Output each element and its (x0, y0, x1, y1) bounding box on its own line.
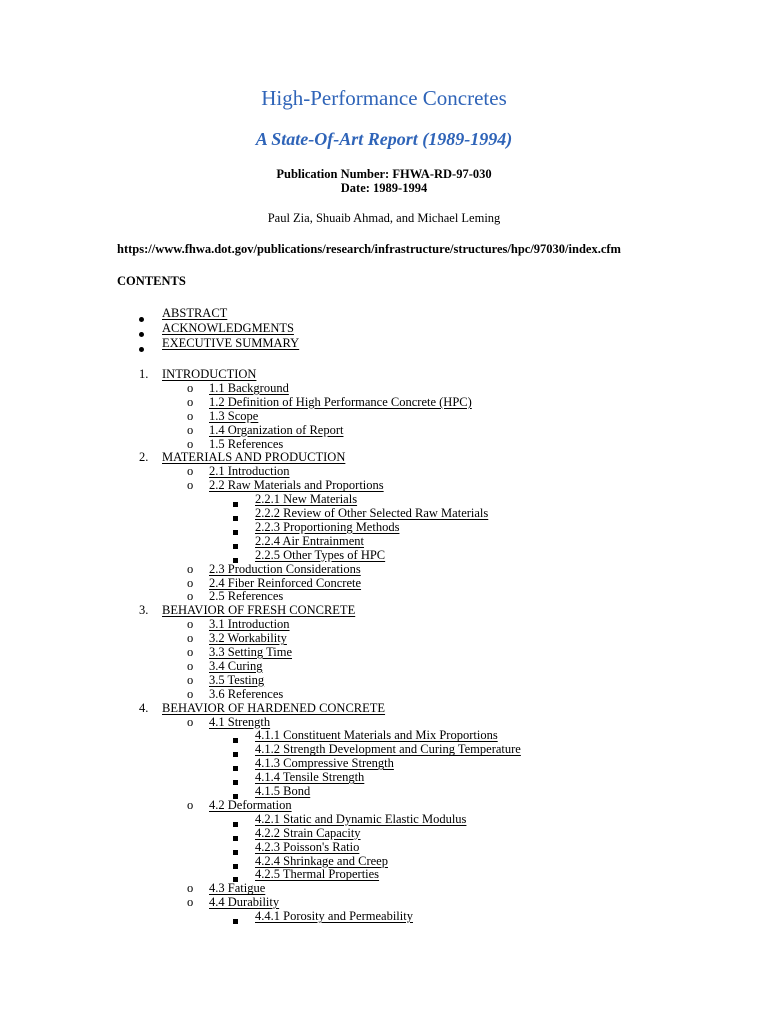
bullet-square-icon (233, 822, 238, 827)
subsection-marker: o (187, 408, 194, 423)
subsection-marker: o (187, 589, 194, 604)
bullet-square-icon (233, 919, 238, 924)
front-matter-bullet (139, 326, 144, 340)
toc-link-executive-summary[interactable]: EXECUTIVE SUMMARY (162, 336, 300, 350)
subsection-marker: o (187, 394, 194, 409)
subsubsection-bullet (233, 746, 238, 760)
toc-subsection-link: 3.6 References (209, 686, 284, 701)
subsubsection-bullet (233, 732, 238, 746)
subsubsection-bullet (233, 538, 238, 552)
toc-subsubsection-link[interactable]: 4.2.4 Shrinkage and Creep (255, 853, 388, 868)
subsubsection-bullet (233, 844, 238, 858)
subsubsection-bullet (233, 774, 238, 788)
toc-subsection-link[interactable]: 3.4 Curing (209, 658, 263, 673)
subsection-marker: o (187, 658, 194, 673)
toc-subsection-link[interactable]: 4.3 Fatigue (209, 881, 266, 896)
subsection-marker: o (187, 797, 194, 812)
subsection-marker: o (187, 561, 194, 576)
subsection-marker: o (187, 631, 194, 646)
subsection-marker: o (187, 464, 194, 479)
publication-date: Date: 1989-1994 (340, 181, 428, 195)
toc-section-link[interactable]: BEHAVIOR OF FRESH CONCRETE (162, 603, 356, 618)
section-number: 3. (139, 603, 149, 618)
toc-subsection-link[interactable]: 1.1 Background (209, 380, 289, 395)
bullet-square-icon (233, 516, 238, 521)
toc-subsection-link[interactable]: 2.3 Production Considerations (209, 561, 361, 576)
section-number: 2. (139, 450, 149, 465)
toc-subsection-link[interactable]: 3.5 Testing (209, 672, 265, 687)
subsubsection-bullet (233, 816, 238, 830)
toc-subsubsection-link[interactable]: 4.2.3 Poisson's Ratio (255, 839, 360, 854)
publication-number: Publication Number: FHWA-RD-97-030 (276, 167, 492, 181)
toc-link-acknowledgments[interactable]: ACKNOWLEDGMENTS (162, 321, 294, 335)
bullet-square-icon (233, 530, 238, 535)
subsection-marker: o (187, 686, 194, 701)
subsubsection-bullet (233, 760, 238, 774)
subsubsection-bullet (233, 524, 238, 538)
front-matter-bullet (139, 341, 144, 355)
toc-subsection-link[interactable]: 3.2 Workability (209, 631, 287, 646)
toc-subsection-link[interactable]: 2.2 Raw Materials and Proportions (209, 478, 384, 493)
contents-heading: CONTENTS (117, 274, 186, 288)
toc-subsubsection-link[interactable]: 2.2.4 Air Entrainment (255, 533, 365, 548)
subsection-marker: o (187, 672, 194, 687)
subsection-marker: o (187, 895, 194, 910)
subsubsection-bullet (233, 510, 238, 524)
subsection-marker: o (187, 881, 194, 896)
toc-subsubsection-link[interactable]: 4.2.2 Strain Capacity (255, 825, 361, 840)
toc-subsubsection-link[interactable]: 4.1.4 Tensile Strength (255, 770, 365, 785)
toc-subsubsection-link[interactable]: 4.2.5 Thermal Properties (255, 867, 380, 882)
toc-subsection-link[interactable]: 4.1 Strength (209, 714, 271, 729)
toc-link-abstract[interactable]: ABSTRACT (162, 306, 228, 320)
toc-subsection-link: 1.5 References (209, 436, 284, 451)
bullet-disc-icon (139, 332, 144, 337)
subsection-marker: o (187, 478, 194, 493)
toc-subsection-link[interactable]: 1.2 Definition of High Performance Concrete (HPC) (209, 394, 472, 409)
toc-subsubsection-link[interactable]: 4.1.3 Compressive Strength (255, 756, 394, 771)
source-url: https://www.fhwa.dot.gov/publications/research/infrastructure/structures/hpc/97030/index.cfm (117, 242, 621, 256)
subsubsection-bullet (233, 496, 238, 510)
toc-section-link[interactable]: BEHAVIOR OF HARDENED CONCRETE (162, 700, 386, 715)
bullet-square-icon (233, 766, 238, 771)
subsection-marker: o (187, 380, 194, 395)
toc-subsection-link[interactable]: 2.4 Fiber Reinforced Concrete (209, 575, 362, 590)
toc-subsection-link[interactable]: 1.3 Scope (209, 408, 259, 423)
bullet-disc-icon (139, 347, 144, 352)
bullet-square-icon (233, 502, 238, 507)
toc-subsubsection-link[interactable]: 4.2.1 Static and Dynamic Elastic Modulus (255, 811, 467, 826)
subsubsection-bullet (233, 913, 238, 927)
bullet-square-icon (233, 836, 238, 841)
section-number: 4. (139, 700, 149, 715)
subsection-marker: o (187, 422, 194, 437)
toc-subsection-link[interactable]: 3.1 Introduction (209, 617, 290, 632)
document-subtitle: A State-Of-Art Report (1989-1994) (255, 129, 513, 149)
front-matter-bullet (139, 311, 144, 325)
bullet-square-icon (233, 864, 238, 869)
toc-subsubsection-link[interactable]: 4.1.1 Constituent Materials and Mix Proportions (255, 728, 498, 743)
subsection-marker: o (187, 714, 194, 729)
bullet-disc-icon (139, 317, 144, 322)
subsection-marker: o (187, 436, 194, 451)
toc-subsection-link[interactable]: 4.2 Deformation (209, 797, 292, 812)
bullet-square-icon (233, 752, 238, 757)
toc-subsubsection-link[interactable]: 4.1.5 Bond (255, 784, 311, 798)
authors: Paul Zia, Shuaib Ahmad, and Michael Leming (267, 211, 501, 225)
subsubsection-bullet (233, 858, 238, 872)
bullet-square-icon (233, 850, 238, 855)
toc-section-link[interactable]: MATERIALS AND PRODUCTION (162, 450, 346, 465)
toc-subsubsection-link[interactable]: 4.1.2 Strength Development and Curing Temperature (255, 742, 521, 757)
toc-subsubsection-link[interactable]: 4.4.1 Porosity and Permeability (255, 909, 413, 924)
toc-subsubsection-link[interactable]: 2.2.3 Proportioning Methods (255, 519, 400, 534)
toc-subsection-link[interactable]: 1.4 Organization of Report (209, 422, 344, 437)
bullet-square-icon (233, 780, 238, 785)
bullet-square-icon (233, 738, 238, 743)
subsection-marker: o (187, 575, 194, 590)
bullet-square-icon (233, 544, 238, 549)
toc-subsubsection-link[interactable]: 2.2.2 Review of Other Selected Raw Materials (255, 506, 489, 520)
subsubsection-bullet (233, 830, 238, 844)
toc-section-link[interactable]: INTRODUCTION (162, 367, 257, 381)
toc-subsection-link: 2.5 References (209, 589, 284, 604)
toc-subsection-link[interactable]: 4.4 Durability (209, 895, 280, 910)
toc-subsubsection-link[interactable]: 2.2.5 Other Types of HPC (255, 547, 386, 562)
document-title: High-Performance Concretes (261, 86, 507, 110)
toc-subsection-link[interactable]: 3.3 Setting Time (209, 645, 293, 659)
section-number: 1. (139, 367, 149, 381)
subsection-marker: o (187, 617, 194, 632)
toc-subsubsection-link[interactable]: 2.2.1 New Materials (255, 492, 358, 507)
toc-subsection-link[interactable]: 2.1 Introduction (209, 464, 290, 479)
subsection-marker: o (187, 645, 194, 659)
